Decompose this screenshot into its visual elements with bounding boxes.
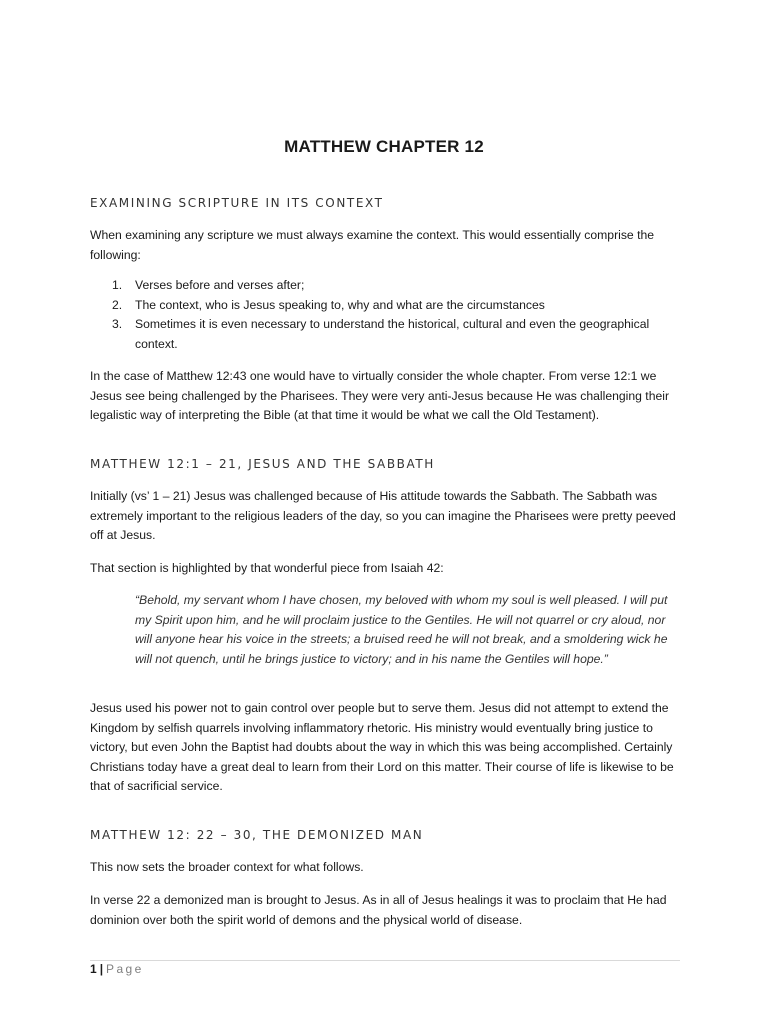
page-number: 1 xyxy=(90,962,97,976)
list-item xyxy=(90,296,685,316)
list-text: Sometimes it is even necessary to understand the historical, cultural and even the geographical context. xyxy=(135,317,650,351)
paragraph-sabbath: Initially (vs’ 1 – 21) Jesus was challenged because of His attitude towards the Sabbath. The Sabbath was extremely important to the religious leaders of the day, so you can imagine the Pharisees were pretty peeved off at Jesus. xyxy=(90,489,676,543)
list-number: 1. xyxy=(112,278,123,292)
list-number: 3. xyxy=(112,317,123,332)
paragraph-servant: Jesus used his power not to gain control over people but to serve them. Jesus did not attempt to extend the Kingdom by selfish quarrels involving inflammatory rhetoric. His ministry would eventually bring justice to victory, but even John the Baptist had doubts about the way in which this was being accomplished. Certainly Christians today have a great deal to learn from their Lord on this matter. Their course of life is likewise to be that of sacrificial service. xyxy=(90,701,674,794)
paragraph-intro: When examining any scripture we must always examine the context. This would essentially comprise the following: xyxy=(90,228,655,262)
paragraph-isaiah-intro: That section is highlighted by that wonderful piece from Isaiah 42: xyxy=(90,561,444,575)
context-list xyxy=(90,276,685,354)
paragraph-broader-context: This now sets the broader context for what follows. xyxy=(90,860,364,874)
paragraph-verse-22: In verse 22 a demonized man is brought to Jesus. As in all of Jesus healings it was to proclaim that He had dominion over both the spirit world of demons and the physical world of disease. xyxy=(90,893,667,927)
isaiah-quote: “Behold, my servant whom I have chosen, my beloved with whom my soul is well pleased. I will put my Spirit upon him, and he will proclaim justice to the Gentiles. He will not quarrel or cry aloud, nor will anyone hear his voice in the streets; a bruised reed he will not break, and a smoldering wick he will not quench, until he brings justice to victory; and in his name the Gentiles will hope.” xyxy=(135,593,668,666)
footer-divider xyxy=(90,960,680,961)
section-heading-sabbath: MATTHEW 12:1 – 21, JESUS AND THE SABBATH xyxy=(90,457,435,471)
footer-separator: | xyxy=(99,962,104,976)
list-number: 2. xyxy=(112,297,123,312)
page-label: Page xyxy=(106,962,144,976)
section-heading-demonized: MATTHEW 12: 22 – 30, THE DEMONIZED MAN xyxy=(90,828,424,842)
page-footer xyxy=(90,962,144,976)
list-text: Verses before and verses after; xyxy=(135,278,305,292)
list-item xyxy=(90,315,685,354)
page-title: MATTHEW CHAPTER 12 xyxy=(284,137,484,156)
section-heading-context: EXAMINING SCRIPTURE IN ITS CONTEXT xyxy=(90,196,384,210)
list-text: The context, who is Jesus speaking to, why and what are the circumstances xyxy=(135,297,545,312)
list-item xyxy=(90,276,685,296)
paragraph-matthew-context: In the case of Matthew 12:43 one would have to virtually consider the whole chapter. From verse 12:1 we Jesus see being challenged by the Pharisees. They were very anti-Jesus because He was challenging their legalistic way of interpreting the Bible (at that time it would be what we call the Old Testament). xyxy=(90,369,670,423)
